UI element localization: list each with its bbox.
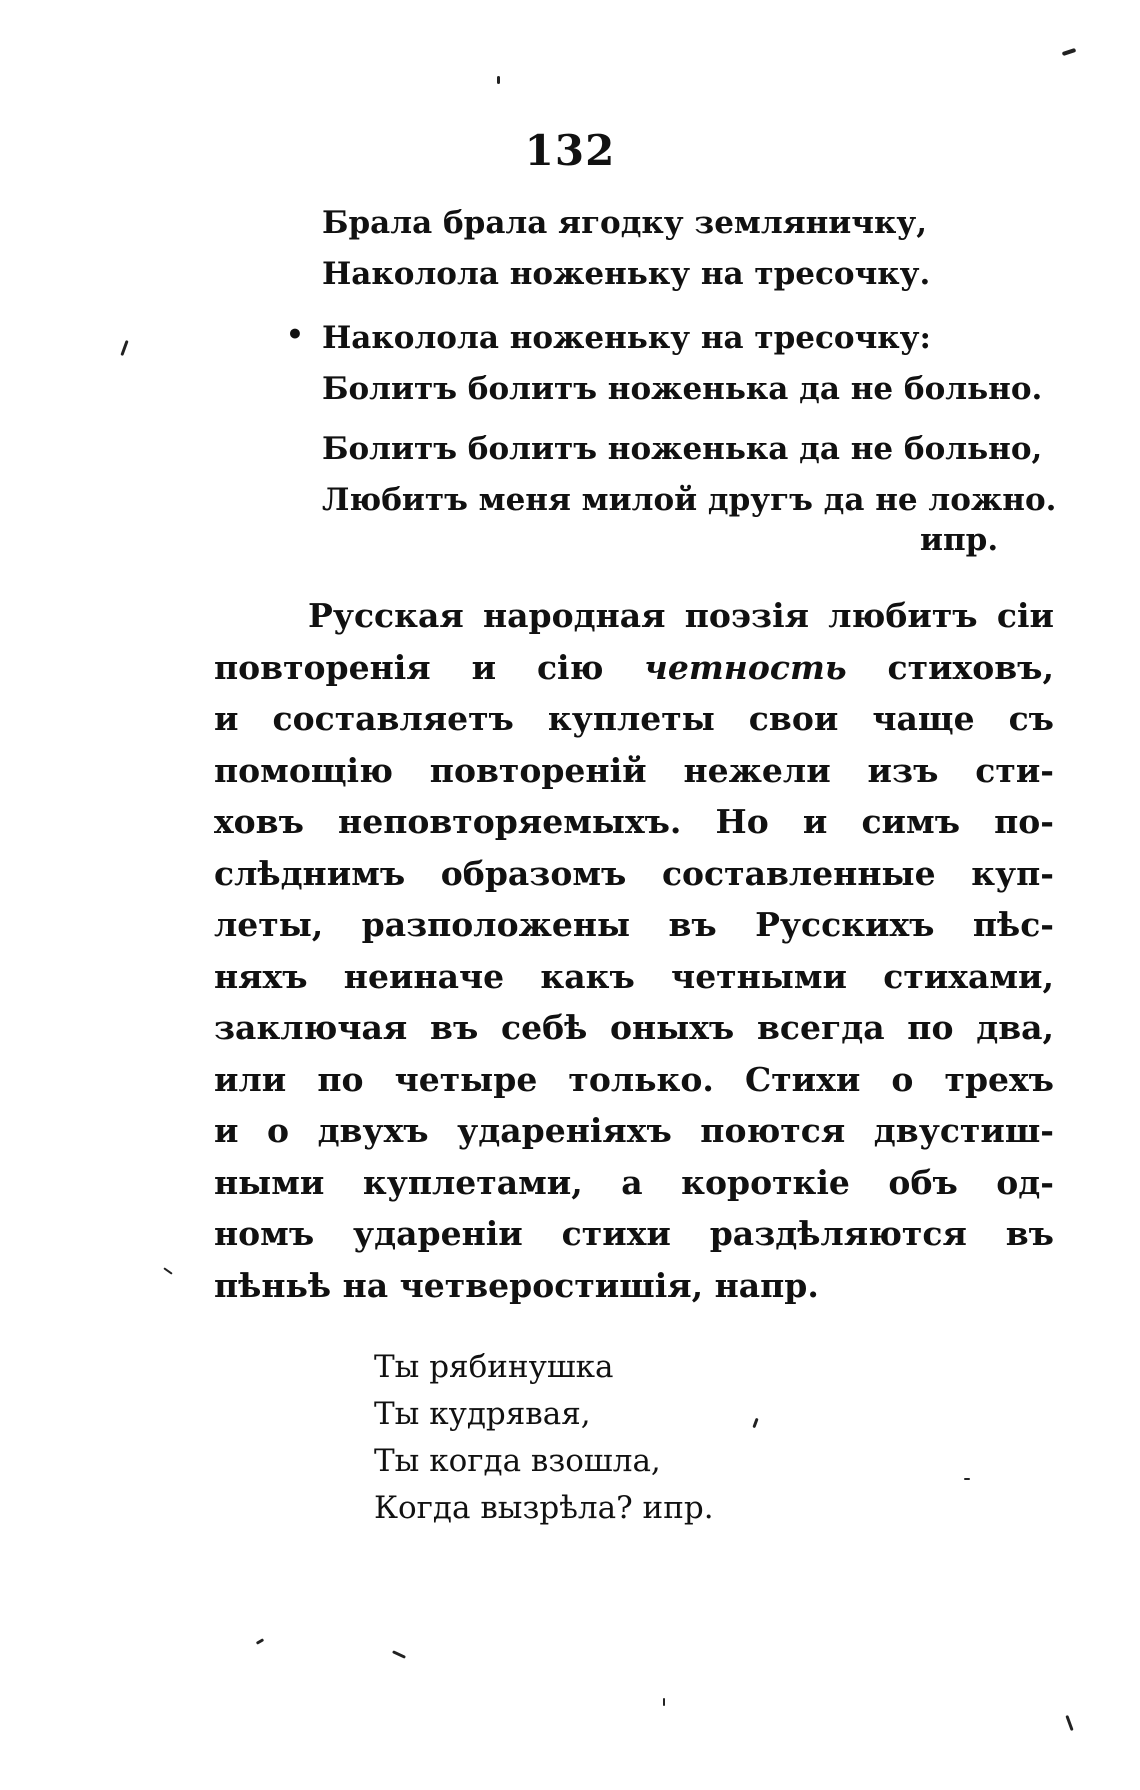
prose-line: номъ удареніи стихи раздѣляются въ xyxy=(214,1214,1054,1253)
scan-speck xyxy=(256,1638,264,1645)
prose-emphasis: четность xyxy=(644,647,847,687)
stanza-end-marker: ипр. xyxy=(920,522,999,558)
scan-speck xyxy=(1065,1715,1073,1731)
stanza-line: Наколола ноженьку на тресочку. xyxy=(322,256,931,292)
prose-line: и о двухъ удареніяхъ поются двустиш- xyxy=(214,1111,1054,1150)
prose-line: заключая въ себѣ оныхъ всегда по два, xyxy=(214,1008,1054,1047)
stanza-3 xyxy=(322,424,1062,526)
scan-speck xyxy=(120,340,128,356)
prose-text: повторенія и сію xyxy=(214,647,645,687)
verse-line: Ты когда взошла, xyxy=(374,1443,661,1479)
prose-line: или по четыре только. Стихи о трехъ xyxy=(214,1059,1054,1099)
scan-speck xyxy=(497,76,500,84)
verse-line: Ты рябинушка xyxy=(374,1349,614,1385)
page-number: 132 xyxy=(524,126,616,175)
prose-line: ными куплетами, а короткіе объ од- xyxy=(214,1162,1054,1202)
stanza-line: Наколола ноженьку на тресочку: xyxy=(322,320,931,356)
scan-speck xyxy=(964,1478,970,1480)
scan-speck xyxy=(663,1698,665,1706)
prose-line: и составляетъ куплеты свои чаще съ xyxy=(214,699,1054,738)
prose-text: стиховъ, xyxy=(846,647,1054,687)
prose-line: слѣднимъ образомъ составленные куп- xyxy=(214,853,1054,893)
prose-line xyxy=(214,642,1054,694)
prose-line: няхъ неиначе какъ четными стихами, xyxy=(214,956,1054,996)
verse-quote xyxy=(374,1344,714,1532)
prose-line: Русская народная поэзія любитъ сіи xyxy=(308,596,1054,635)
verse-line: Ты кудрявая, xyxy=(374,1396,591,1432)
prose-paragraph xyxy=(214,590,1054,1311)
verse-line: Когда вызрѣла? ипр. xyxy=(374,1490,714,1526)
prose-line: ховъ неповторяемыхъ. Но и симъ по- xyxy=(214,802,1054,841)
scan-speck xyxy=(1062,48,1077,56)
stanza-line: Болитъ болитъ ноженька да не больно, xyxy=(322,431,1043,467)
prose-line: леты, разположены въ Русскихъ пѣс- xyxy=(214,905,1054,944)
scan-speck xyxy=(163,1267,172,1274)
scan-speck xyxy=(392,1650,406,1659)
prose-line: пѣньѣ на четверостишія, напр. xyxy=(214,1265,819,1305)
stanza-bullet: • xyxy=(286,318,304,351)
stanza-line: Любитъ меня милой другъ да не ложно. xyxy=(322,482,1057,518)
stanza-line: Брала брала ягодку земляничку, xyxy=(322,205,928,241)
stanza-1 xyxy=(322,198,1062,300)
stanza-line: Болитъ болитъ ноженька да не больно. xyxy=(322,371,1043,407)
stanza-2 xyxy=(322,313,1062,415)
scan-speck xyxy=(752,1418,758,1428)
prose-line: помощію повтореній нежели изъ сти- xyxy=(214,750,1054,790)
